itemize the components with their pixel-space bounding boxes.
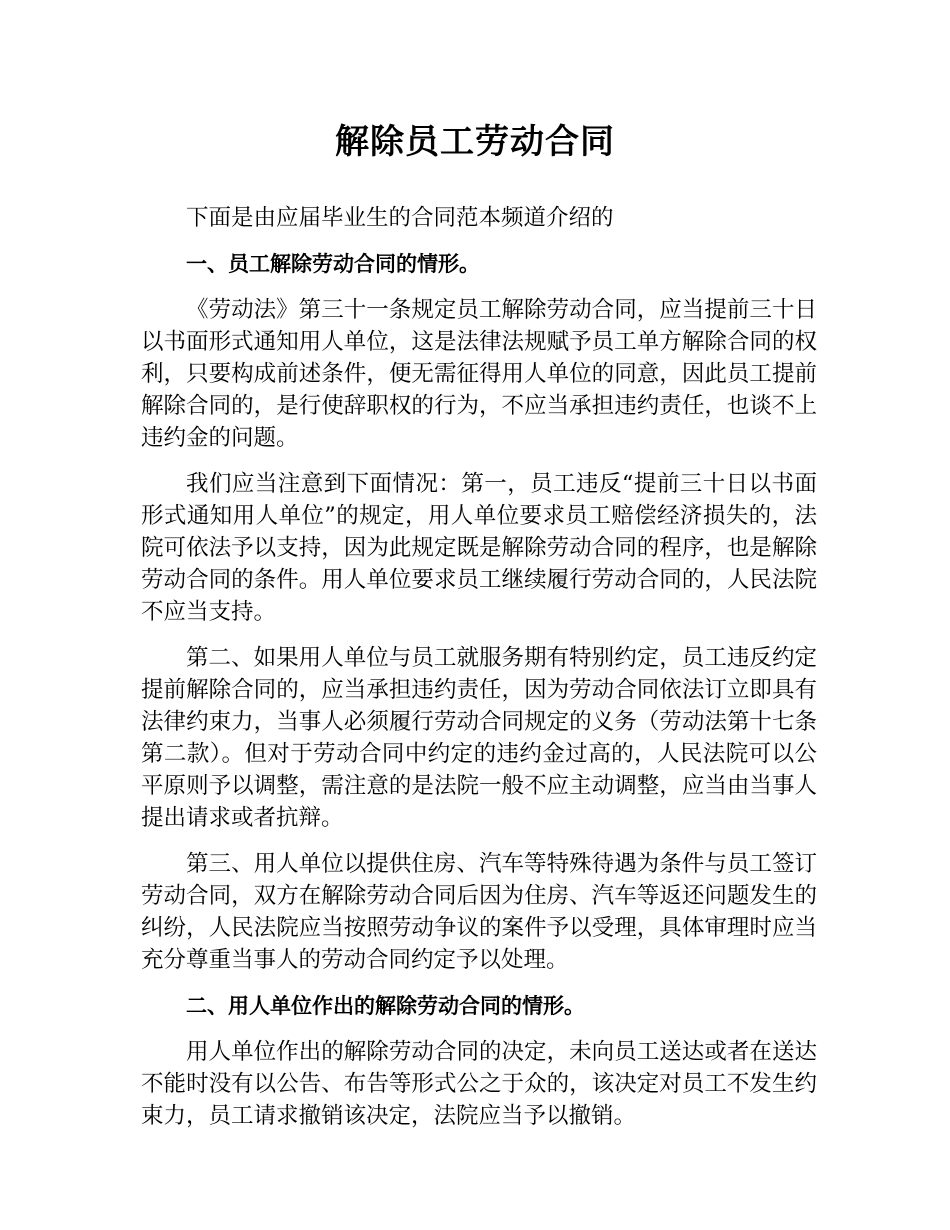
section-2-paragraph-1: 用人单位作出的解除劳动合同的决定，未向员工送达或者在送达不能时没有以公告、布告等形式公之于众的，该决定对员工不发生约束力，员工请求撤销该决定，法院应当予以撤销。 [141, 1039, 817, 1129]
section-1-heading: 一、员工解除劳动合同的情形。 [186, 252, 480, 276]
section-2-heading: 二、用人单位作出的解除劳动合同的情形。 [186, 994, 585, 1018]
section-1-paragraph-3: 第二、如果用人单位与员工就服务期有特别约定，员工违反约定提前解除合同的，应当承担违约责任，因为劳动合同依法订立即具有法律约束力，当事人必须履行劳动合同规定的义务（劳动法第十七条第二款）。但对于劳动合同中约定的违约金过高的，人民法院可以公平原则予以调整，需注意的是法院一般不应主动调整，应当由当事人提出请求或者抗辩。 [141, 645, 817, 831]
document-body [141, 202, 817, 1146]
document-title: 解除员工劳动合同 [335, 122, 615, 162]
section-1-paragraph-2: 我们应当注意到下面情况：第一，员工违反“提前三十日以书面形式通知用人单位”的规定，用人单位要求员工赔偿经济损失的，法院可依法予以支持，因为此规定既是解除劳动合同的程序，也是解除劳动合同的条件。用人单位要求员工继续履行劳动合同的，人民法院不应当支持。 [141, 471, 817, 625]
intro-paragraph: 下面是由应届毕业生的合同范本频道介绍的 [186, 205, 614, 231]
section-1-paragraph-1: 《劳动法》第三十一条规定员工解除劳动合同，应当提前三十日以书面形式通知用人单位，这是法律法规赋予员工单方解除合同的权利，只要构成前述条件，便无需征得用人单位的同意，因此员工提前解除合同的，是行使辞职权的行为，不应当承担违约责任，也谈不上违约金的问题。 [141, 297, 817, 451]
section-1-paragraph-4: 第三、用人单位以提供住房、汽车等特殊待遇为条件与员工签订劳动合同，双方在解除劳动合同后因为住房、汽车等返还问题发生的纠纷，人民法院应当按照劳动争议的案件予以受理，具体审理时应当充分尊重当事人的劳动合同约定予以处理。 [141, 851, 817, 973]
